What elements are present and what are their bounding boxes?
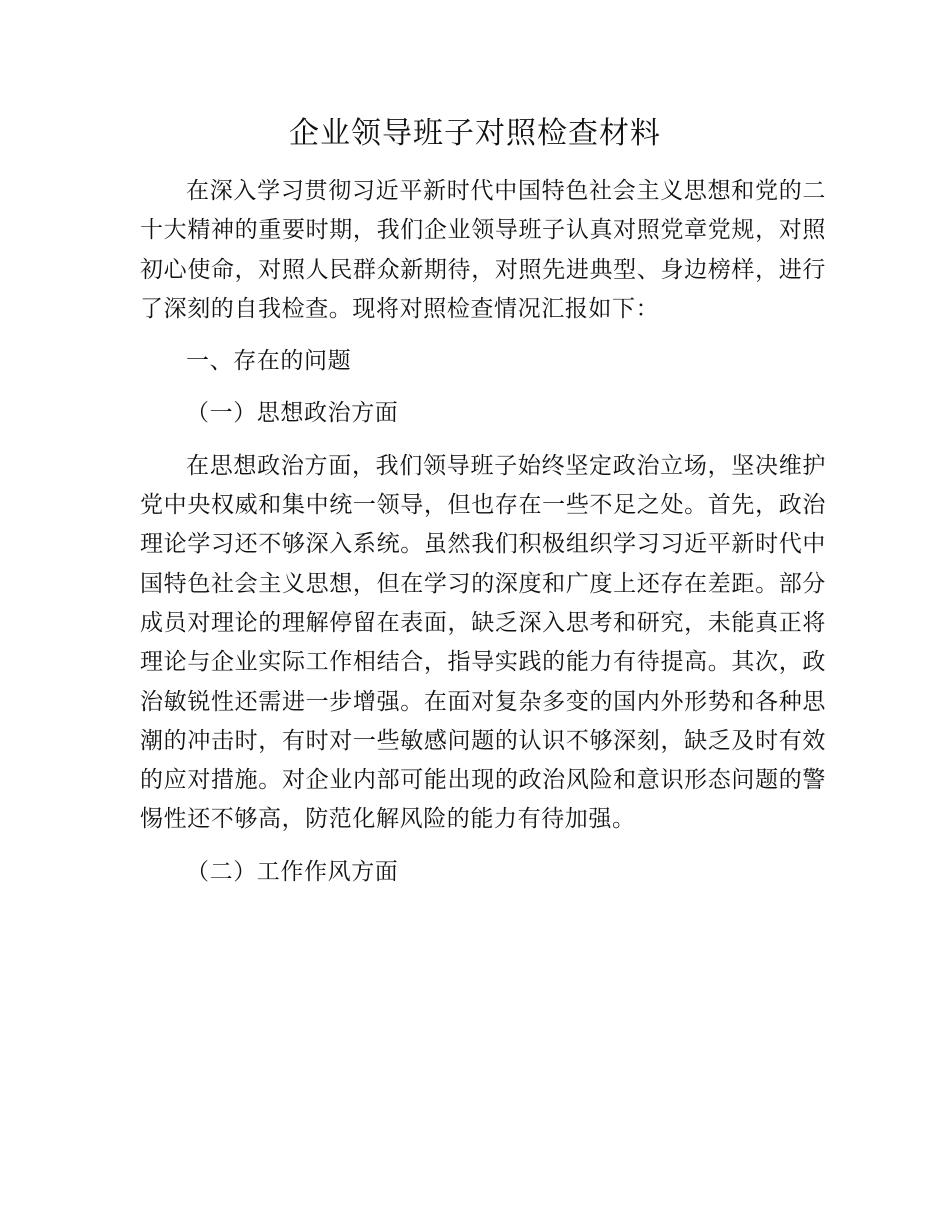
intro-paragraph: 在深入学习贯彻习近平新时代中国特色社会主义思想和党的二十大精神的重要时期，我们企业领导班子认真对照党章党规，对照初心使命，对照人民群众新期待，对照先进典型、身边榜样，进行了深刻的自我检查。现将对照检查情况汇报如下： — [140, 178, 826, 322]
political-paragraph: 在思想政治方面，我们领导班子始终坚定政治立场，坚决维护党中央权威和集中统一领导，但也存在一些不足之处。首先，政治理论学习还不够深入系统。虽然我们积极组织学习习近平新时代中国特色社会主义思想，但在学习的深度和广度上还存在差距。部分成员对理论的理解停留在表面，缺乏深入思考和研究，未能真正将理论与企业实际工作相结合，指导实践的能力有待提高。其次，政治敏锐性还需进一步增强。在面对复杂多变的国内外形势和各种思潮的冲击时，有时对一些敏感问题的认识不够深刻，缺乏及时有效的应对措施。对企业内部可能出现的政治风险和意识形态问题的警惕性还不够高，防范化解风险的能力有待加强。 — [140, 452, 826, 833]
document-body — [140, 172, 826, 892]
subsection-heading-political: （一）思想政治方面 — [186, 400, 399, 427]
document-title: 企业领导班子对照检查材料 — [289, 116, 661, 151]
section-heading-problems: 一、存在的问题 — [186, 348, 352, 375]
subsection-heading-work-style: （二）工作作风方面 — [186, 858, 399, 885]
